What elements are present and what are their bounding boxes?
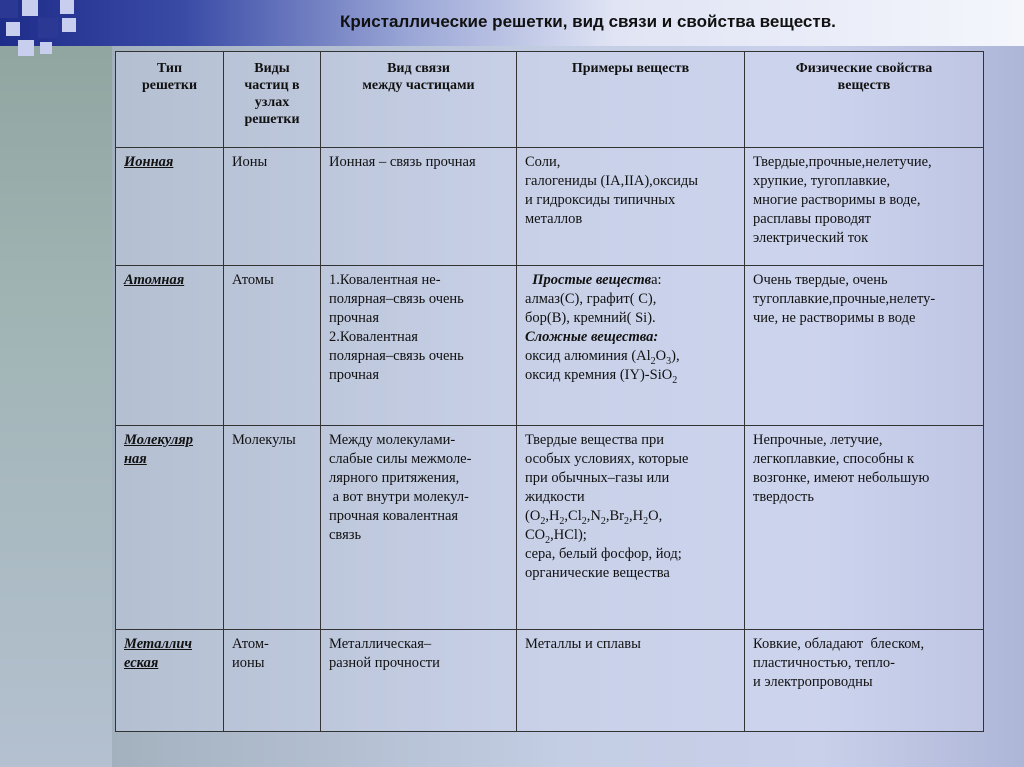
examples-cell: Металлы и сплавы [517, 630, 745, 732]
table-row [116, 426, 984, 630]
bond-cell: Металлическая– разной прочности [321, 630, 517, 732]
bond-cell: Ионная – связь прочная [321, 148, 517, 266]
examples-cell: Твердые вещества при особых условиях, которые при обычных–газы или жидкости ($O_2,H_2,Cl_2,N_2,Br_2,H_2O$, $CO_2,HCl$); сера, белый фосфор, йод; органические вещества [517, 426, 745, 630]
header-lattice-type: Тип решетки [116, 52, 224, 148]
decor-square [0, 0, 18, 18]
lattice-type-ionic: Ионная [116, 148, 224, 266]
table-header-row [116, 52, 984, 148]
header-examples: Примеры веществ [517, 52, 745, 148]
decor-square [62, 18, 76, 32]
examples-cell: Простые вещества: алмаз(С), графит( С), бор(В), кремний( Si). Сложные вещества: оксид алюминия $(Al_2O_3)$, оксид кремния (IY)-SiO$_2$ [517, 266, 745, 426]
decor-square [18, 40, 34, 56]
header-particle-types: Виды частиц в узлах решетки [224, 52, 321, 148]
lattice-type-metallic: Металлич еская [116, 630, 224, 732]
page-title: Кристаллические решетки, вид связи и свойства веществ. [340, 12, 836, 31]
decor-square [60, 0, 74, 14]
particles-cell: Ионы [224, 148, 321, 266]
properties-cell: Непрочные, летучие, легкоплавкие, способны к возгонке, имеют небольшую твердость [745, 426, 984, 630]
header-bond-type: Вид связи между частицами [321, 52, 517, 148]
crystal-lattice-table [115, 51, 984, 732]
properties-cell: Ковкие, обладают блеском, пластичностью, тепло- и электропроводны [745, 630, 984, 732]
header-physical-properties: Физические свойства веществ [745, 52, 984, 148]
particles-cell: Атомы [224, 266, 321, 426]
particles-cell: Молекулы [224, 426, 321, 630]
lattice-type-atomic: Атомная [116, 266, 224, 426]
table-row [116, 630, 984, 732]
bond-cell: 1.Ковалентная не- полярная–связь очень прочная 2.Ковалентная полярная–связь очень прочная [321, 266, 517, 426]
particles-cell: Атом- ионы [224, 630, 321, 732]
table-row [116, 148, 984, 266]
decor-square [22, 0, 38, 16]
decor-square [6, 22, 20, 36]
lattice-type-molecular: Молекуляр ная [116, 426, 224, 630]
properties-cell: Очень твердые, очень тугоплавкие,прочные,нелету- чие, не растворимы в воде [745, 266, 984, 426]
decor-square [38, 18, 58, 38]
decor-square [40, 42, 52, 54]
properties-cell: Твердые,прочные,нелетучие, хрупкие, тугоплавкие, многие растворимы в воде, расплавы проводят электрический ток [745, 148, 984, 266]
table-row [116, 266, 984, 426]
bond-cell: Между молекулами- слабые силы межмоле- лярного притяжения, а вот внутри молекул- прочная ковалентная связь [321, 426, 517, 630]
left-gradient-strip [0, 0, 112, 767]
examples-cell: Соли, галогениды (IA,IIA),оксиды и гидроксиды типичных металлов [517, 148, 745, 266]
